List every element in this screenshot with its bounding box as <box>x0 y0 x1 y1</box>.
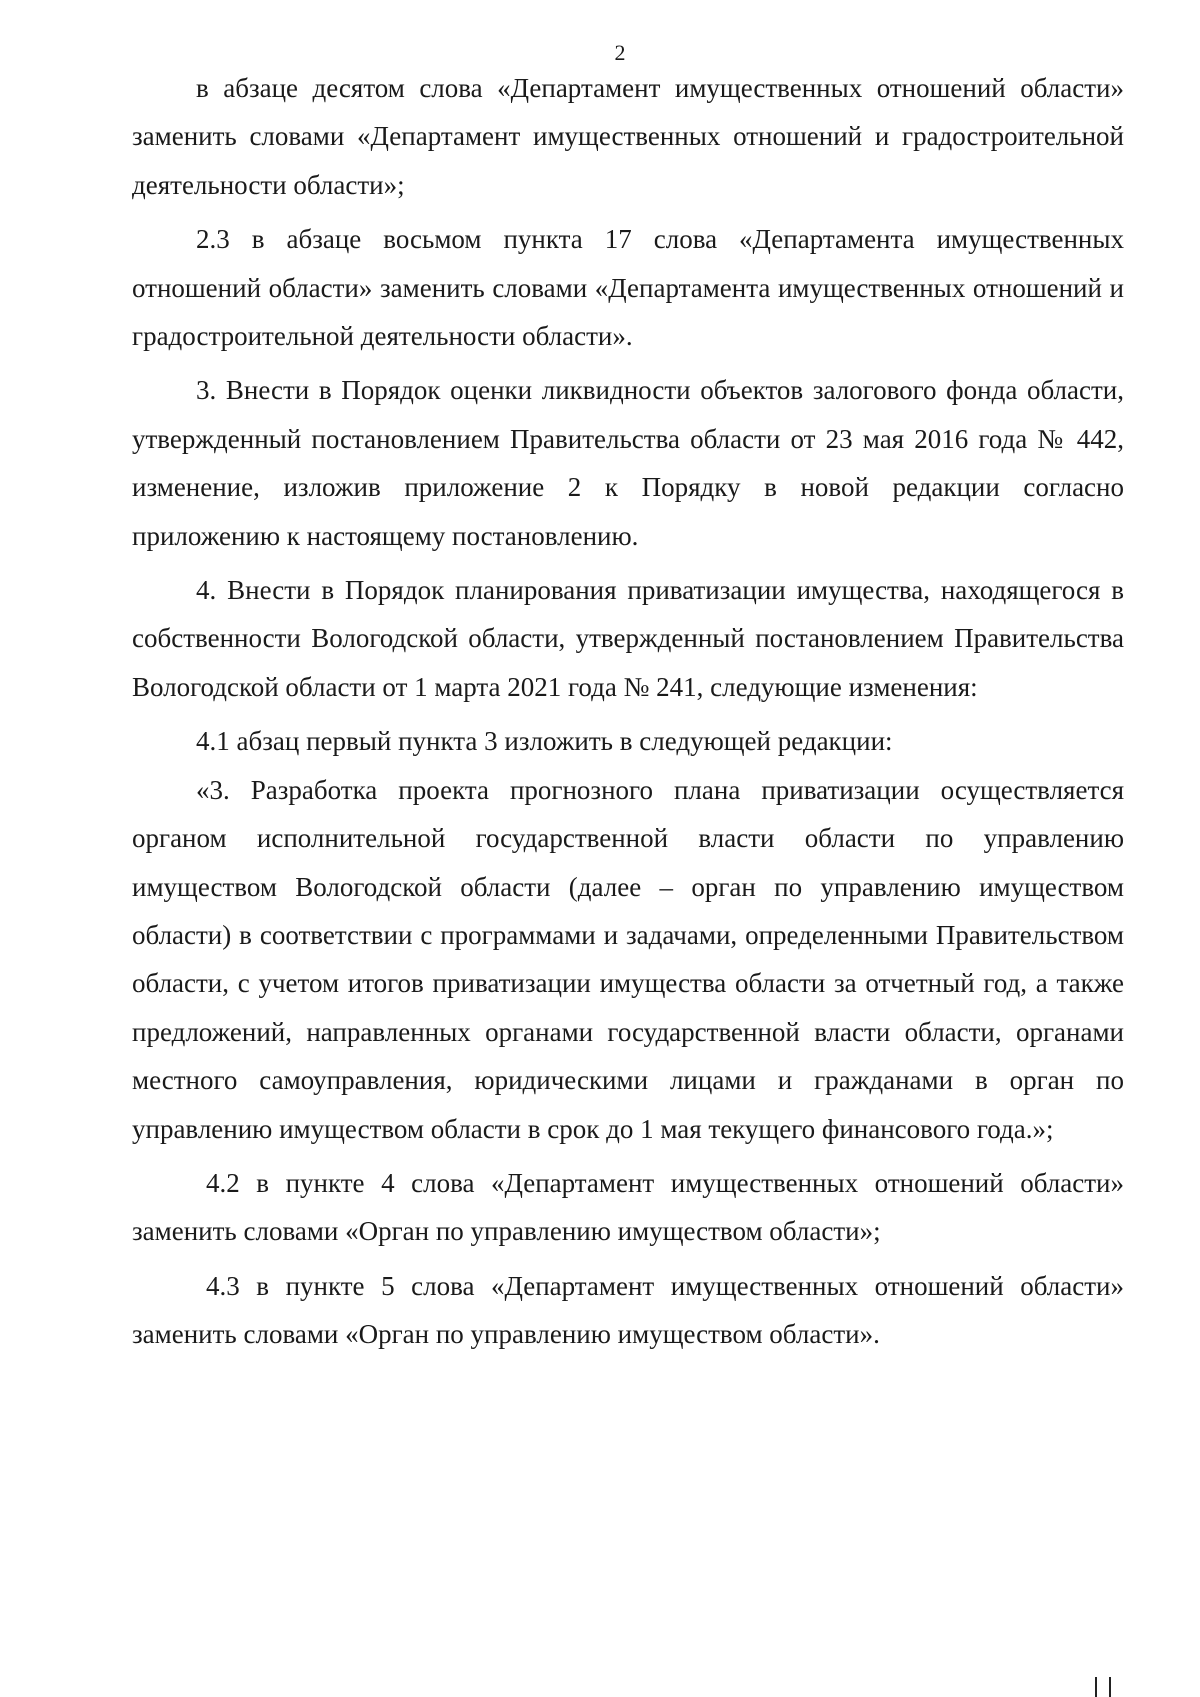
paragraph-4-3: 4.3 в пункте 5 слова «Департамент имущественных отношений области» заменить словами «Орган по управлению имуществом области». <box>132 1270 1124 1350</box>
page-number: 2 <box>614 40 626 65</box>
paragraph-quoted-3: «3. Разработка проекта прогнозного плана приватизации осуществляется органом исполнительной государственной власти области по управлению имуществом Вологодской области (далее – орган по управлению имуществом области) в соответствии с программами и задачами, определенными Правительством области, с учетом итогов приватизации имущества области за отчетный год, а также предложений, направленных органами государственной власти области, органами местного самоуправления, юридическими лицами и гражданами в орган по управлению имуществом области в срок до 1 мая текущего финансового года.»; <box>132 774 1124 1144</box>
paragraph-3: 3. Внести в Порядок оценки ликвидности объектов залогового фонда области, утвержденный постановлением Правительства области от 23 мая 2016 года № 442, изменение, изложив приложение 2 к Порядку в новой редакции согласно приложению к настоящему постановлению. <box>132 375 1124 551</box>
paragraph-4: 4. Внести в Порядок планирования приватизации имущества, находящегося в собственности Вологодской области, утвержденный постановлением Правительства Вологодской области от 1 марта 2021 года № 241, следующие изменения: <box>132 575 1124 702</box>
paragraph-4-2: 4.2 в пункте 4 слова «Департамент имущественных отношений области» заменить словами «Орган по управлению имуществом области»; <box>132 1167 1124 1247</box>
document-body <box>132 64 1124 1359</box>
paragraph-4-1: 4.1 абзац первый пункта 3 изложить в следующей редакции: <box>196 726 893 757</box>
paragraph-2-3: 2.3 в абзаце восьмом пункта 17 слова «Департамента имущественных отношений области» заменить словами «Департамента имущественных отношений и градостроительной деятельности области». <box>132 224 1124 352</box>
paragraph-abzac-10: в абзаце десятом слова «Департамент имущественных отношений области» заменить словами «Департамент имущественных отношений и градостроительной деятельности области»; <box>132 73 1124 200</box>
scan-edge-marks <box>1095 1677 1115 1697</box>
